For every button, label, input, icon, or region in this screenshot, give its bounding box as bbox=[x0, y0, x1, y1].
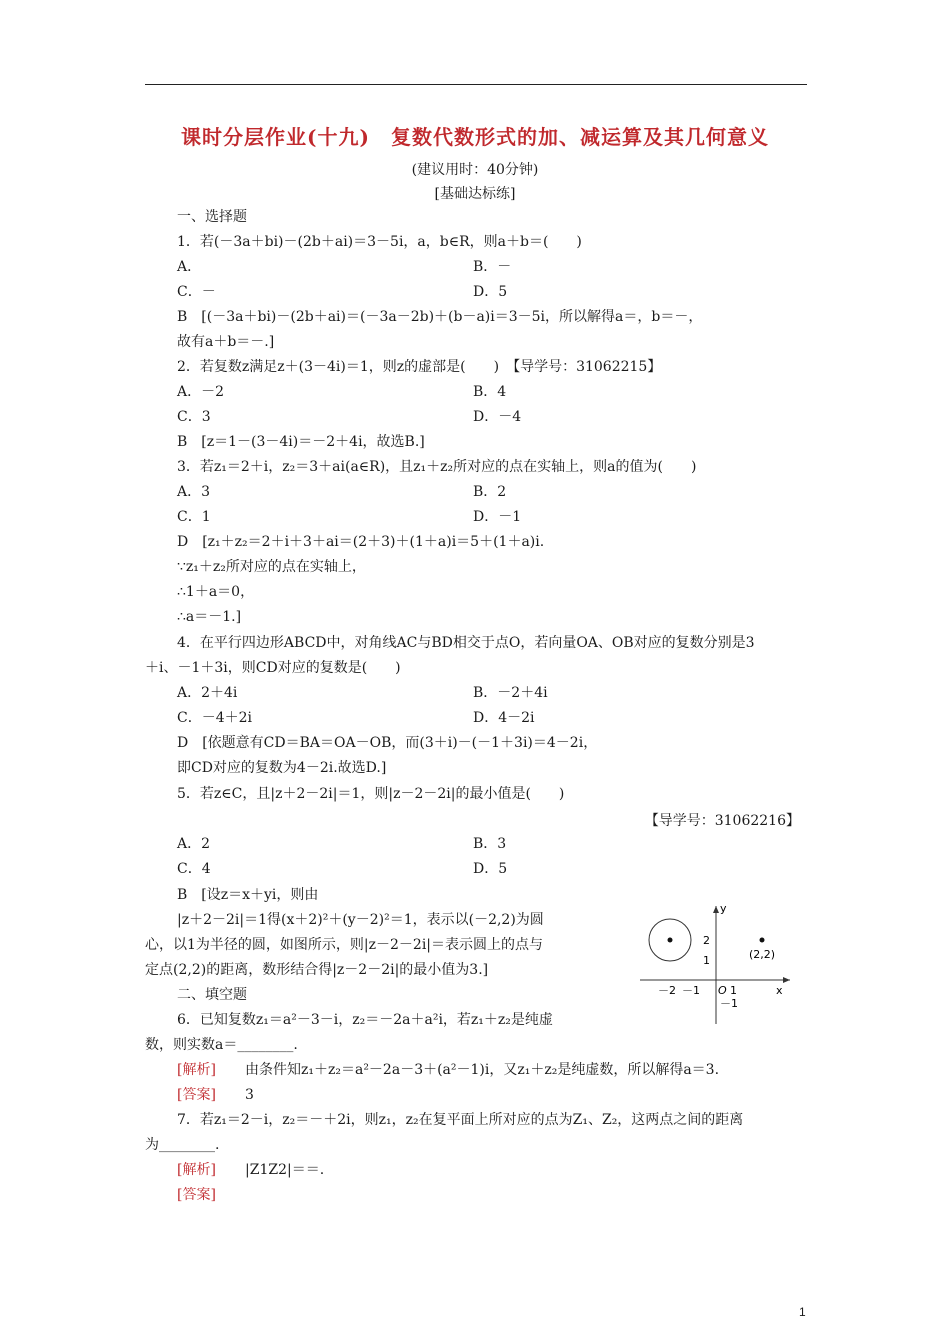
time-hint: (建议用时：40分钟) bbox=[411, 162, 539, 178]
q5-option-d: D．5 bbox=[473, 861, 508, 877]
origin-label: O bbox=[718, 984, 727, 997]
part1-heading: 一、选择题 bbox=[177, 209, 247, 225]
q4-option-a: A．2＋4i bbox=[177, 685, 238, 701]
page-number: 1 bbox=[799, 1305, 806, 1319]
q3-option-b: B．2 bbox=[473, 484, 507, 500]
q2-stem: 2．若复数z满足z＋(3－4i)＝1，则z的虚部是( ) 【导学号：31062215】 bbox=[177, 359, 662, 375]
y-tick-neg1: －1 bbox=[720, 997, 738, 1010]
circle-center-point bbox=[668, 938, 673, 943]
y-tick-2: 2 bbox=[703, 934, 710, 947]
q2-answer: B [z＝1－(3－4i)＝－2＋4i，故选B.] bbox=[177, 434, 425, 450]
x-tick-1: 1 bbox=[730, 984, 737, 997]
q7-stem-line1: 7．若z₁＝2－i，z₂＝－＋2i，则z₁，z₂在复平面上所对应的点为Z₁、Z₂，这两点之间的距离 bbox=[177, 1112, 744, 1128]
q1-option-b: B．－ bbox=[473, 259, 512, 275]
q4-option-c: C．－4＋2i bbox=[177, 710, 253, 726]
point-label: (2,2) bbox=[749, 948, 776, 961]
q3-answer-line1: D [z₁＋z₂＝2＋i＋3＋ai＝(2＋3)＋(1＋a)i＝5＋(1＋a)i. bbox=[177, 534, 545, 550]
q3-option-a: A．3 bbox=[177, 484, 211, 500]
fixed-point bbox=[760, 938, 765, 943]
q6-answer: 3 bbox=[245, 1087, 254, 1103]
x-tick-neg2: －2 bbox=[658, 984, 676, 997]
q1-answer-line2: 故有a＋b＝－.] bbox=[177, 334, 275, 350]
circle-figure bbox=[630, 896, 800, 1031]
q5-answer-line3: 心，以1为半径的圆，如图所示，则|z－2－2i|＝表示圆上的点与 bbox=[145, 937, 544, 953]
x-tick-neg1: －1 bbox=[682, 984, 700, 997]
q5-stem: 5．若z∈C，且|z＋2－2i|＝1，则|z－2－2i|的最小值是( ) bbox=[177, 786, 565, 802]
q6-stem-line2: 数，则实数a＝________. bbox=[145, 1037, 298, 1053]
q1-option-c: C．－ bbox=[177, 284, 216, 300]
q4-answer-line2: 即CD对应的复数为4－2i.故选D.] bbox=[177, 760, 387, 776]
y-axis-arrow bbox=[713, 906, 719, 913]
q1-option-d: D．5 bbox=[473, 284, 508, 300]
q3-answer-line3: ∴1＋a＝0， bbox=[177, 584, 255, 600]
q1-answer-line1: B [(－3a＋bi)－(2b＋ai)＝(－3a－2b)＋(b－a)i＝3－5i，所以解得a＝，b＝－， bbox=[177, 309, 703, 325]
y-axis-label: y bbox=[720, 902, 727, 915]
q4-stem-line1: 4．在平行四边形ABCD中，对角线AC与BD相交于点O，若向量OA、OB对应的复数分别是3 bbox=[177, 635, 755, 651]
q5-answer-line1: B [设z＝x＋yi，则由 bbox=[177, 887, 319, 903]
q3-option-d: D．－1 bbox=[473, 509, 522, 525]
q7-answer-tag: [答案] bbox=[177, 1187, 216, 1203]
q3-answer-line2: ∵z₁＋z₂所对应的点在实轴上， bbox=[177, 559, 366, 575]
q5-answer-line2: |z＋2－2i|＝1得(x＋2)²＋(y－2)²＝1，表示以(－2,2)为圆 bbox=[177, 912, 544, 928]
q7-stem-line2: 为________. bbox=[145, 1137, 220, 1153]
part2-heading: 二、填空题 bbox=[177, 987, 247, 1003]
q5-answer-line4: 定点(2,2)的距离，数形结合得|z－2－2i|的最小值为3.] bbox=[145, 962, 489, 978]
q6-analysis: 由条件知z₁＋z₂＝a²－2a－3＋(a²－1)i，又z₁＋z₂是纯虚数，所以解得a＝3. bbox=[245, 1062, 720, 1078]
q5-option-a: A．2 bbox=[177, 836, 211, 852]
q3-option-c: C．1 bbox=[177, 509, 211, 525]
q2-option-d: D．－4 bbox=[473, 409, 522, 425]
q6-answer-tag: [答案] bbox=[177, 1087, 216, 1103]
q4-option-d: D．4－2i bbox=[473, 710, 535, 726]
q6-analysis-tag: [解析] bbox=[177, 1062, 216, 1078]
q2-option-a: A．－2 bbox=[177, 384, 225, 400]
y-tick-1: 1 bbox=[703, 954, 710, 967]
q1-option-a: A． bbox=[177, 259, 202, 275]
q5-guide-number: 【导学号：31062216】 bbox=[644, 813, 800, 829]
q4-answer-line1: D [依题意有CD＝BA＝OA－OB，而(3＋i)－(－1＋3i)＝4－2i， bbox=[177, 735, 598, 751]
header-rule bbox=[145, 84, 807, 85]
section-label: [基础达标练] bbox=[434, 186, 516, 202]
x-axis-label: x bbox=[776, 984, 783, 997]
q2-option-c: C．3 bbox=[177, 409, 211, 425]
q2-option-b: B．4 bbox=[473, 384, 507, 400]
x-axis-arrow bbox=[783, 977, 790, 983]
q6-stem-line1: 6．已知复数z₁＝a²－3－i，z₂＝－2a＋a²i，若z₁＋z₂是纯虚 bbox=[177, 1012, 553, 1028]
q4-option-b: B．－2＋4i bbox=[473, 685, 548, 701]
q4-stem-line2: ＋i、－1＋3i，则CD对应的复数是( ) bbox=[145, 660, 401, 676]
q7-analysis-tag: [解析] bbox=[177, 1162, 216, 1178]
q5-option-b: B．3 bbox=[473, 836, 507, 852]
q7-analysis: |Z1Z2|＝＝. bbox=[245, 1162, 325, 1178]
q3-stem: 3．若z₁＝2＋i，z₂＝3＋ai(a∈R)，且z₁＋z₂所对应的点在实轴上，则a的值为( ) bbox=[177, 459, 697, 475]
q5-option-c: C．4 bbox=[177, 861, 211, 877]
q1-stem: 1．若(－3a＋bi)－(2b＋ai)＝3－5i，a，b∈R，则a＋b＝( ) bbox=[177, 234, 582, 250]
page-title: 课时分层作业(十九) 复数代数形式的加、减运算及其几何意义 bbox=[181, 125, 769, 149]
q3-answer-line4: ∴a＝－1.] bbox=[177, 609, 242, 625]
